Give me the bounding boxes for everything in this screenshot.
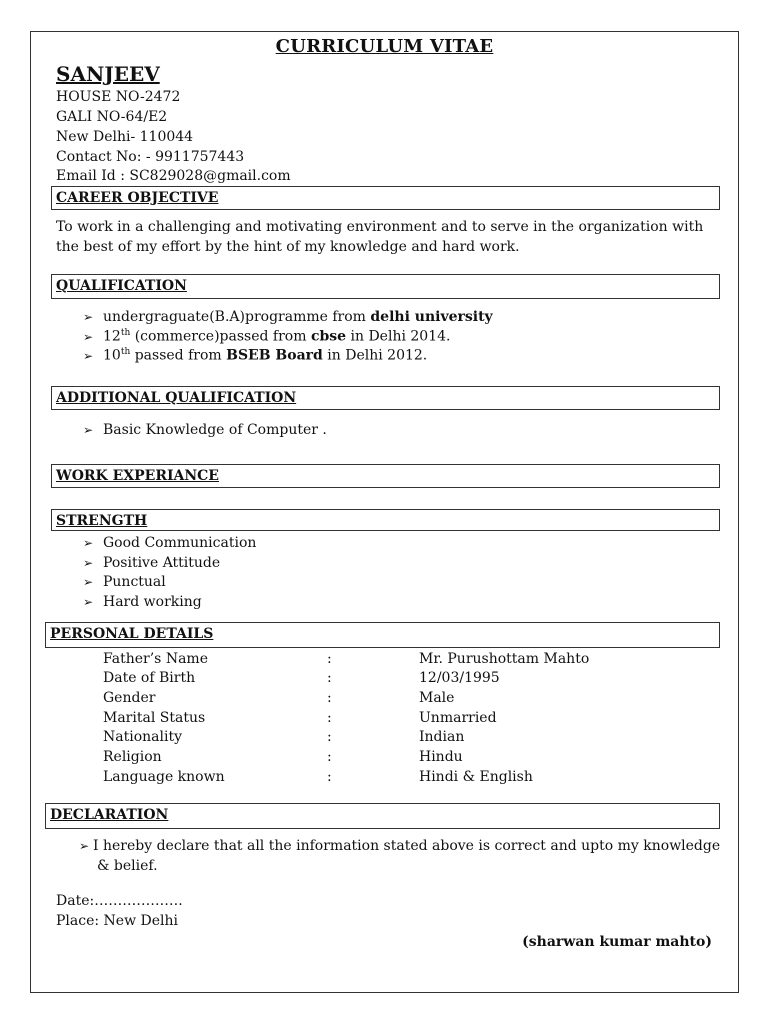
career-objective-text: To work in a challenging and motivating environment and to serve in the organization with the best of my effort by the hint of my knowledge and hard work. <box>56 219 704 255</box>
detail-separator: : <box>327 710 332 726</box>
strength-item: ➢ Hard working <box>83 594 202 610</box>
section-heading: WORK EXPERIANCE <box>56 468 219 484</box>
detail-separator: : <box>327 729 332 745</box>
place-line: Place: New Delhi <box>56 913 178 929</box>
additional-qualification-item: ➢ Basic Knowledge of Computer . <box>83 422 327 438</box>
arrow-bullet-icon: ➢ <box>83 575 94 589</box>
detail-separator: : <box>327 670 332 686</box>
strength-item: ➢ Good Communication <box>83 535 257 551</box>
qualification-item: ➢ undergraguate(B.A)programme from delhi university <box>83 309 493 325</box>
strength-item: ➢ Punctual <box>83 574 166 590</box>
detail-separator: : <box>327 651 332 667</box>
section-heading: QUALIFICATION <box>56 278 187 294</box>
detail-value: Mr. Purushottam Mahto <box>419 651 590 667</box>
detail-label: Marital Status <box>103 710 206 726</box>
detail-value: Hindu <box>419 749 463 765</box>
section-heading: STRENGTH <box>56 513 148 529</box>
declaration-line: ➢ I hereby declare that all the information stated above is correct and upto my knowledge <box>79 838 721 854</box>
detail-separator: : <box>327 769 332 785</box>
detail-value: Unmarried <box>419 710 497 726</box>
declaration-line: & belief. <box>97 858 158 874</box>
arrow-bullet-icon: ➢ <box>83 536 94 550</box>
date-line: Date:………………. <box>56 893 183 909</box>
arrow-bullet-icon: ➢ <box>83 329 94 344</box>
qualification-header <box>51 274 720 299</box>
detail-value: 12/03/1995 <box>419 670 500 686</box>
strength-item: ➢ Positive Attitude <box>83 555 221 571</box>
section-heading: ADDITIONAL QUALIFICATION <box>56 390 297 406</box>
contact-number: Contact No: - 9911757443 <box>56 149 245 165</box>
section-heading: CAREER OBJECTIVE <box>56 190 219 206</box>
detail-label: Nationality <box>103 729 182 745</box>
work-experience-header <box>51 464 720 488</box>
arrow-bullet-icon: ➢ <box>83 556 94 570</box>
arrow-bullet-icon: ➢ <box>83 595 94 609</box>
arrow-bullet-icon: ➢ <box>83 423 94 437</box>
arrow-bullet-icon: ➢ <box>79 839 90 853</box>
document-title: CURRICULUM VITAE <box>275 36 494 57</box>
strength-header <box>51 509 720 531</box>
declaration-header <box>45 803 720 829</box>
detail-value: Hindi & English <box>419 769 533 785</box>
resume-page <box>30 31 739 993</box>
career-objective-header <box>51 186 720 210</box>
detail-label: Date of Birth <box>103 670 196 686</box>
candidate-name: SANJEEV <box>56 62 160 86</box>
detail-value: Indian <box>419 729 465 745</box>
address-line: GALI NO-64/E2 <box>56 109 168 125</box>
address-line: New Delhi- 110044 <box>56 129 194 145</box>
detail-label: Gender <box>103 690 156 706</box>
address-line: HOUSE NO-2472 <box>56 89 181 105</box>
section-heading: PERSONAL DETAILS <box>50 626 214 642</box>
detail-separator: : <box>327 690 332 706</box>
detail-value: Male <box>419 690 455 706</box>
qualification-item: ➢ 10th passed from BSEB Board in Delhi 2012. <box>83 347 428 364</box>
email-id: Email Id : SC829028@gmail.com <box>56 168 291 184</box>
section-heading: DECLARATION <box>50 807 169 823</box>
arrow-bullet-icon: ➢ <box>83 348 94 363</box>
signature-name: (sharwan kumar mahto) <box>522 934 712 950</box>
detail-label: Father’s Name <box>103 651 208 667</box>
detail-separator: : <box>327 749 332 765</box>
detail-label: Language known <box>103 769 225 785</box>
qualification-item: ➢ 12th (commerce)passed from cbse in Delhi 2014. <box>83 328 451 345</box>
additional-qualification-header <box>51 386 720 410</box>
arrow-bullet-icon: ➢ <box>83 310 94 324</box>
detail-label: Religion <box>103 749 162 765</box>
personal-details-header <box>45 622 720 648</box>
